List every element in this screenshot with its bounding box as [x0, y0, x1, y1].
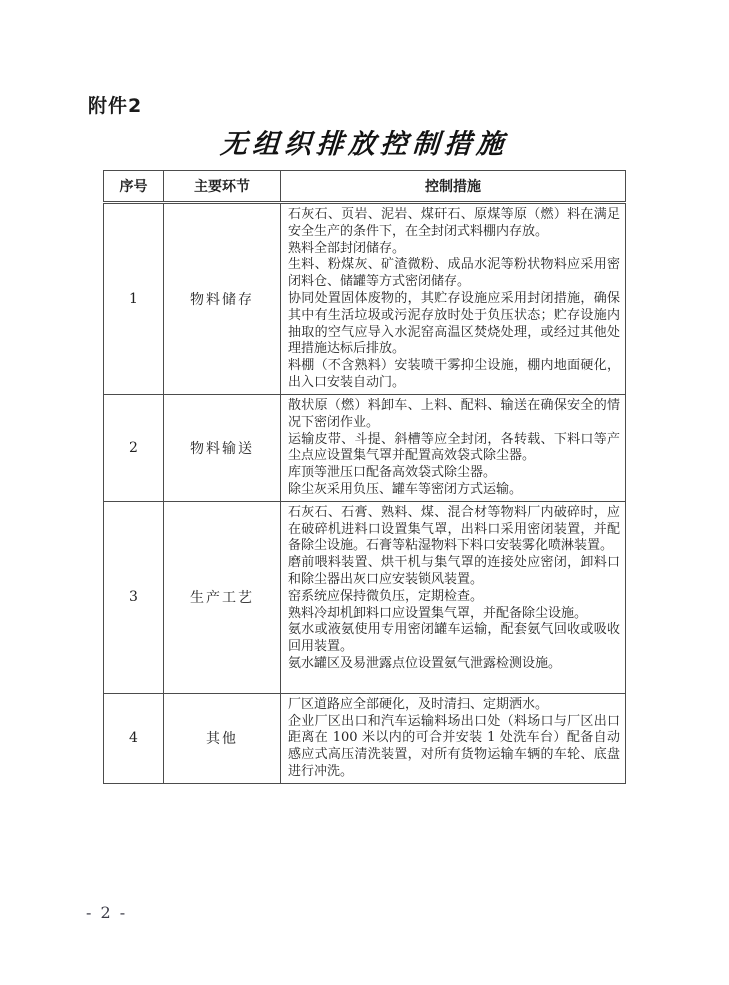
- measure-item: 熟料冷却机卸料口应设置集气罩，并配备除尘设施。: [288, 605, 588, 621]
- table-row: [104, 395, 626, 502]
- row-measures: [281, 693, 626, 783]
- table-header-row: [104, 171, 626, 203]
- page-number: - 2 -: [86, 903, 128, 922]
- row-stage: 物料输送: [164, 395, 281, 502]
- measure-item: 窑系统应保持微负压，定期检查。: [288, 588, 484, 604]
- header-main-stage: 主要环节: [164, 171, 281, 203]
- row-number: 1: [104, 203, 164, 395]
- row-measures: [281, 501, 626, 693]
- measure-item: 石灰石、石膏、熟料、煤、混合材等物料厂内破碎时，应在破碎机进料口设置集气罩，出料口采用密闭装置，并配备除尘设施。石膏等粘湿物料下料口安装雾化喷淋装置。: [288, 504, 620, 554]
- table-row: [104, 693, 626, 783]
- row-number: 3: [104, 501, 164, 693]
- measure-item: 磨前喂料装置、烘干机与集气罩的连接处应密闭，卸料口和除尘器出灰口应安装锁风装置。: [288, 555, 620, 587]
- row-measures: [281, 395, 626, 502]
- measure-item: 库顶等泄压口配备高效袋式除尘器。: [288, 465, 497, 481]
- measure-item: 石灰石、页岩、泥岩、煤矸石、原煤等原（燃）料在满足安全生产的条件下，在全封闭式料棚内存放。: [288, 207, 620, 239]
- row-stage: 物料储存: [164, 203, 281, 395]
- control-measures-table: [103, 170, 626, 784]
- measure-item: 料棚（不含熟料）安装喷干雾抑尘设施，棚内地面硬化，出入口安装自动门。: [288, 358, 620, 390]
- measure-item: 熟料全部封闭储存。: [288, 240, 406, 256]
- measure-item: 氨水或液氨使用专用密闭罐车运输，配套氨气回收或吸收回用装置。: [288, 622, 620, 655]
- row-measures: [281, 203, 626, 395]
- row-number: 2: [104, 395, 164, 502]
- table-row: [104, 203, 626, 395]
- measure-item: 厂区道路应全部硬化，及时清扫、定期洒水。: [288, 696, 549, 712]
- row-stage: 其他: [164, 693, 281, 783]
- measure-item: 氨水罐区及易泄露点位设置氨气泄露检测设施。: [288, 655, 562, 671]
- row-stage: 生产工艺: [164, 501, 281, 693]
- header-serial-number: 序号: [104, 171, 164, 203]
- row-number: 4: [104, 693, 164, 783]
- measure-item: 运输皮带、斗提、斜槽等应全封闭，各转载、下料口等产尘点应设置集气罩并配置高效袋式除尘器。: [288, 431, 620, 464]
- header-control-measures: 控制措施: [281, 171, 626, 203]
- attachment-label: 附件2: [88, 95, 143, 117]
- measure-item: 企业厂区出口和汽车运输料场出口处（料场口与厂区出口距离在 100 米以内的可合并安装 1 处洗车台）配备自动感应式高压清洗装置，对所有货物运输车辆的车轮、底盘进行冲洗。: [288, 713, 620, 779]
- page-title: 无组织排放控制措施: [219, 129, 510, 160]
- measure-item: 生料、粉煤灰、矿渣微粉、成品水泥等粉状物料应采用密闭料仓、储罐等方式密闭储存。: [288, 257, 620, 290]
- measure-item: 散状原（燃）料卸车、上料、配料、输送在确保安全的情况下密闭作业。: [288, 398, 620, 430]
- measure-item: 除尘灰采用负压、罐车等密闭方式运输。: [288, 481, 523, 497]
- table-row: [104, 501, 626, 693]
- measure-item: 协同处置固体废物的，其贮存设施应采用封闭措施，确保其中有生活垃圾或污泥存放时处于负压状态；贮存设施内抽取的空气应导入水泥窑高温区焚烧处理，或经过其他处理措施达标后排放。: [288, 290, 620, 357]
